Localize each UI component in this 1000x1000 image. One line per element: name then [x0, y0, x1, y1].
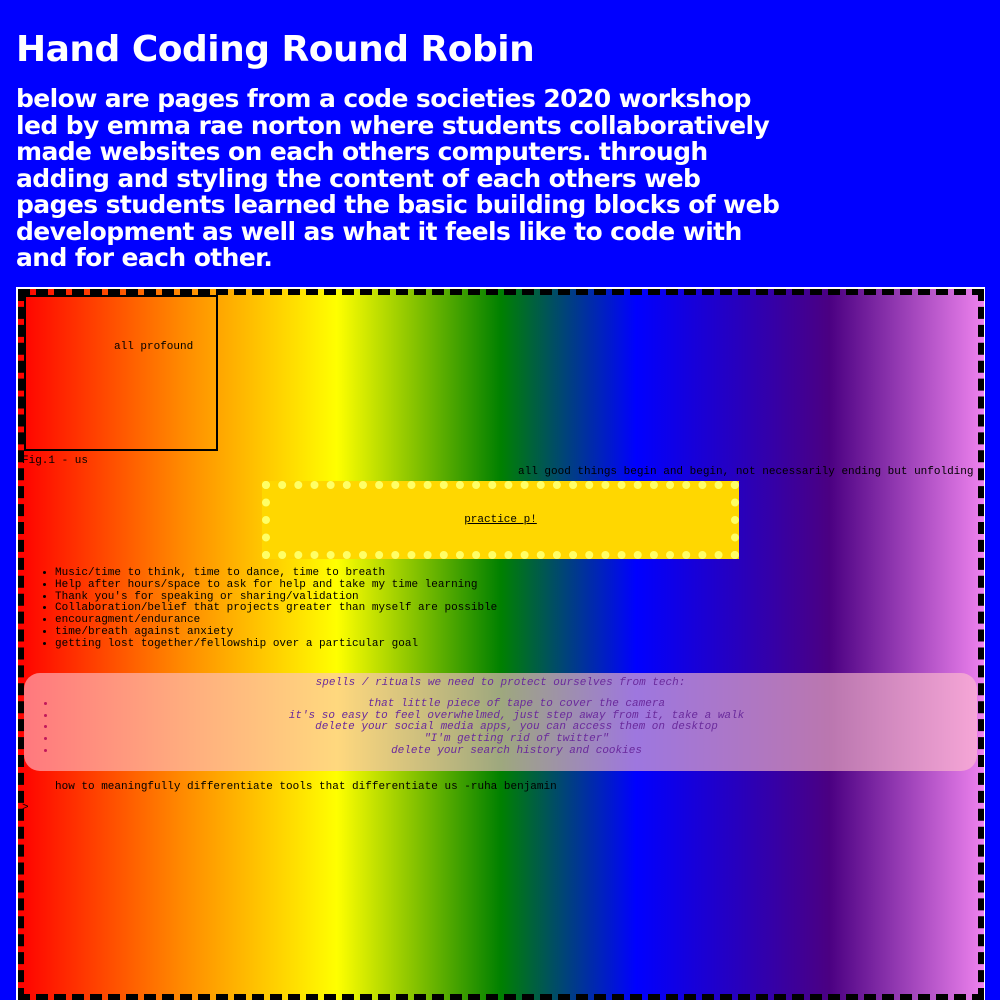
quote-text: how to meaningfully differentiate tools that differentiate us -ruha benjamin	[55, 781, 557, 793]
list-item: • delete your search history and cookies	[56, 746, 977, 758]
figure-box	[24, 295, 218, 451]
list-item: • "I'm getting rid of twitter"	[56, 734, 977, 746]
cursor-prompt: >	[22, 802, 29, 814]
list-item: • getting lost together/fellowship over a particular goal	[55, 639, 497, 651]
figure-caption: Fig.1 - us	[22, 455, 89, 467]
practice-link[interactable]: practice p!	[464, 514, 537, 526]
page-title: Hand Coding Round Robin	[16, 29, 535, 70]
list-item: • delete your social media apps, you can access them on desktop	[56, 722, 977, 734]
needs-list	[18, 568, 497, 651]
intro-paragraph: below are pages from a code societies 2020 workshop led by emma rae norton where students collaboratively made websites on each others computers. through adding and styling the content of each others web pages students learned the basic building blocks of web development as well as what it feels like to code with and for each other.	[16, 84, 780, 272]
spells-box	[24, 673, 977, 771]
spells-list	[24, 699, 977, 758]
figure-text: all profound	[114, 341, 194, 353]
practice-box	[262, 481, 739, 559]
list-item: • it's so easy to feel overwhelmed, just step away from it, take a walk	[56, 711, 977, 723]
list-item: • Music/time to think, time to dance, time to breath	[55, 568, 497, 580]
rainbow-page	[18, 289, 984, 1000]
list-item: • Thank you's for speaking or sharing/validation	[55, 592, 497, 604]
list-item: • time/breath against anxiety	[55, 627, 497, 639]
list-item: • Help after hours/space to ask for help and take my time learning	[55, 580, 497, 592]
list-item: • Collaboration/belief that projects greater than myself are possible	[55, 603, 497, 615]
marquee-text: all good things begin and begin, not necessarily ending but unfolding	[518, 466, 974, 478]
list-item: • encouragment/endurance	[55, 615, 497, 627]
list-item: • that little piece of tape to cover the camera	[56, 699, 977, 711]
spells-title: spells / rituals we need to protect ourselves from tech:	[315, 677, 686, 689]
embedded-page-frame[interactable]	[16, 287, 985, 1000]
